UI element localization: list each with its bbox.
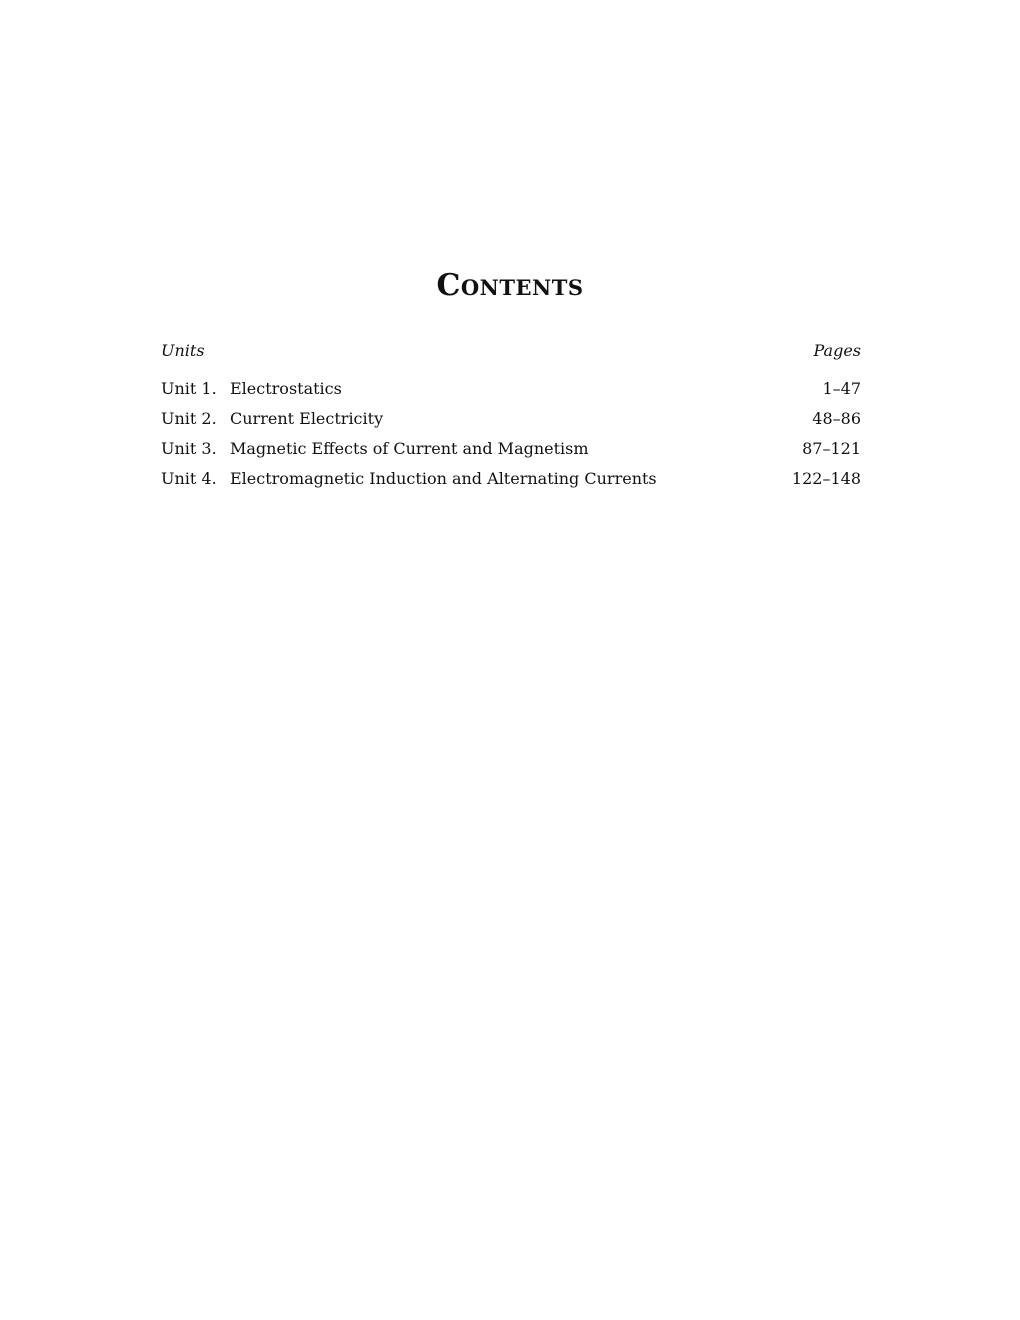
table-of-contents [161,340,861,494]
page-title: Contents [436,268,584,303]
toc-header [161,340,861,362]
toc-entry [161,464,861,494]
units-column-label: Units [161,341,205,360]
unit-number: Unit 1. [161,379,217,398]
unit-pages: 87–121 [802,439,861,458]
pages-column-label: Pages [813,341,861,360]
toc-entry [161,374,861,404]
unit-pages: 122–148 [791,469,861,488]
unit-pages: 48–86 [812,409,861,428]
unit-number: Unit 2. [161,409,217,428]
unit-title: Magnetic Effects of Current and Magnetism [230,439,589,458]
unit-number: Unit 4. [161,469,217,488]
unit-title: Electrostatics [230,379,342,398]
unit-pages: 1–47 [822,379,861,398]
toc-entry [161,404,861,434]
unit-number: Unit 3. [161,439,217,458]
toc-entry [161,434,861,464]
unit-title: Current Electricity [230,409,384,428]
unit-title: Electromagnetic Induction and Alternating Currents [230,469,657,488]
